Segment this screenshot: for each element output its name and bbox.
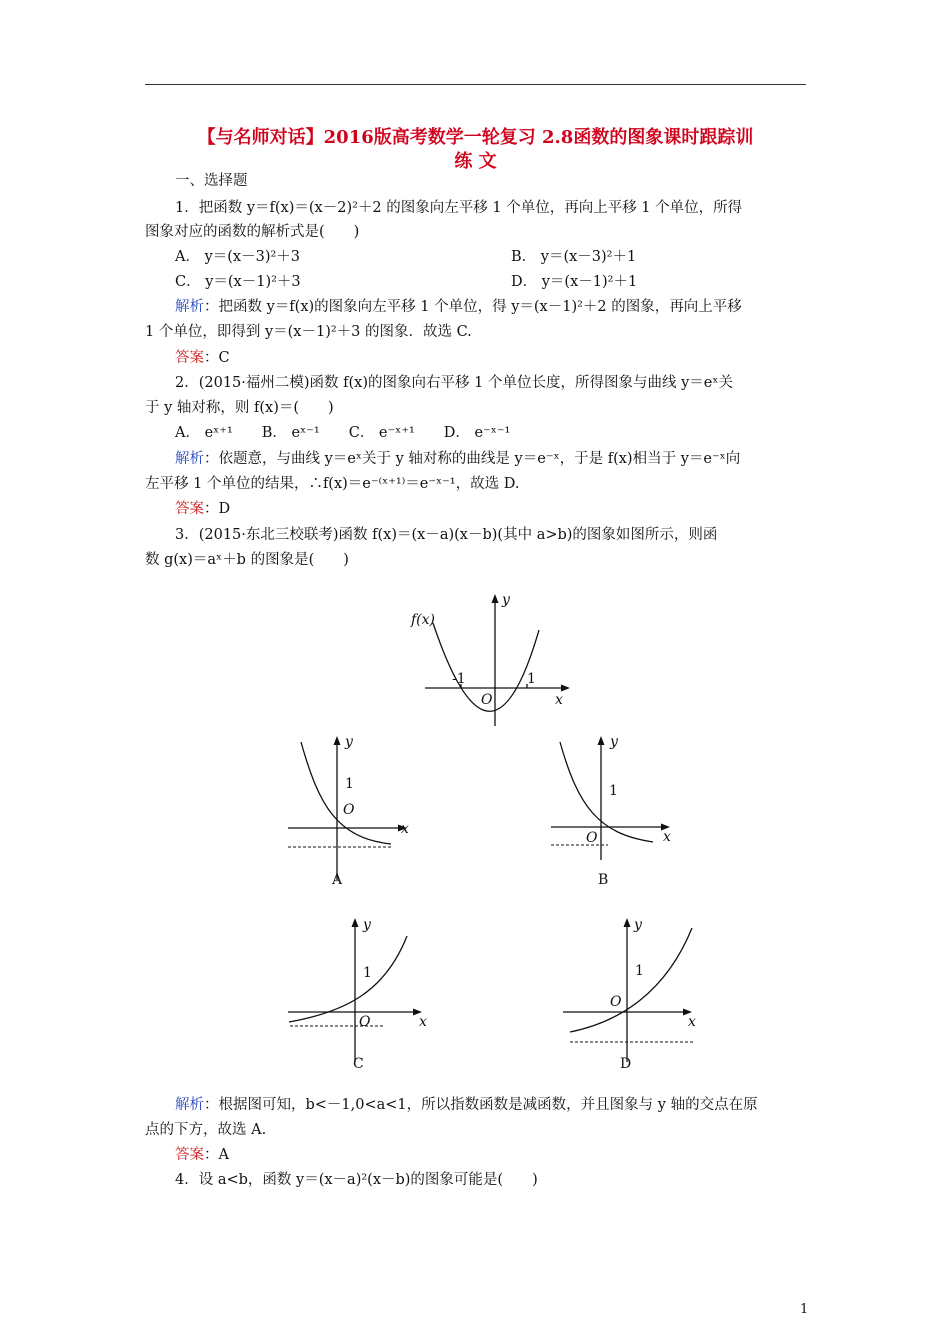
q2-analysis-line-2: 左平移 1 个单位的结果，∴f(x)＝e⁻⁽ˣ⁺¹⁾＝e⁻ˣ⁻¹，故选 D. [145,476,520,492]
c-caption: C [353,1056,364,1072]
a-y-arrow-icon [334,736,341,745]
page-number: 1 [800,1302,809,1317]
fx-x-label: x [555,692,563,708]
b-caption: B [598,872,609,888]
q3-figure-b [548,730,683,892]
c-x-label: x [419,1014,427,1030]
q3-stem-line-1: 3．(2015·东北三校联考)函数 f(x)＝(x－a)(x－b)(其中 a>b)的图象如图所示，则函 [175,527,718,543]
q1-answer-value: ：C [204,350,230,366]
q2-answer [145,498,836,520]
header-rule [145,84,806,85]
d-x-label: x [688,1014,696,1030]
fx-x-arrow-icon [561,685,570,692]
b-y-label: y [610,734,618,750]
q4-stem: 4．设 a<b，函数 y＝(x－a)²(x－b)的图象可能是( ) [175,1172,538,1188]
q2-answer-value: ：D [204,501,231,517]
b-y-arrow-icon [598,736,605,745]
section-heading: 一、选择题 [175,173,248,189]
q3-analysis-label: 解析 [175,1097,204,1113]
q3-answer-value: ：A [204,1147,229,1163]
q1-analysis-label: 解析 [175,299,204,315]
q3-stem-line-2: 数 g(x)＝aˣ＋b 的图象是( ) [145,552,349,568]
a-origin-label: O [343,802,355,818]
a-caption: A [332,872,343,888]
d-y-label: y [634,917,642,933]
q1-option-c: C． y＝(x－1)²＋3 [175,274,301,290]
c-one-label: 1 [363,965,372,981]
q3-figure-d [560,912,710,1074]
fx-y-label: y [502,592,510,608]
q2-analysis-text-1: ：依题意，与曲线 y＝eˣ关于 y 轴对称的曲线是 y＝e⁻ˣ，于是 f(x)相当于 y＝e⁻ˣ向 [204,451,741,467]
q2-analysis-label: 解析 [175,451,204,467]
q3-answer [145,1144,836,1166]
d-caption: D [620,1056,632,1072]
q2-answer-label: 答案 [175,501,204,517]
q1-analysis-text-1: ：把函数 y＝f(x)的图象向左平移 1 个单位，得 y＝(x－1)²＋2 的图象，再向上平移 [204,299,742,315]
d-y-arrow-icon [624,918,631,927]
c-origin-label: O [359,1014,371,1030]
q1-answer-label: 答案 [175,350,204,366]
q1-stem-line-2: 图象对应的函数的解析式是( ) [145,224,360,240]
fx-origin-label: O [481,692,493,708]
a-y-label: y [345,734,353,750]
q2-options: A． eˣ⁺¹ B． eˣ⁻¹ C． e⁻ˣ⁺¹ D． e⁻ˣ⁻¹ [175,425,511,441]
d-origin-label: O [610,994,622,1010]
q1-analysis-line-2: 1 个单位，即得到 y＝(x－1)²＋3 的图象．故选 C. [145,324,472,340]
q3-analysis-line-2: 点的下方，故选 A. [145,1122,267,1138]
q1-option-a: A． y＝(x－3)²＋3 [175,249,301,265]
q1-analysis-line-1 [145,296,836,318]
a-curve [301,742,391,844]
q1-answer [145,347,836,369]
c-y-arrow-icon [352,918,359,927]
q1-stem-line-1: 1．把函数 y＝f(x)＝(x－2)²＋2 的图象向左平移 1 个单位，再向上平移 1 个单位，所得 [175,200,743,216]
q1-option-d: D． y＝(x－1)²＋1 [511,274,638,290]
q2-stem-line-2: 于 y 轴对称，则 f(x)＝( ) [145,400,334,416]
q3-figure-c [285,912,435,1074]
b-x-label: x [663,829,671,845]
fx-neg1-label: -1 [452,671,466,687]
q3-analysis-line-1 [145,1094,836,1116]
d-curve [570,928,692,1032]
fx-one-label: 1 [527,671,536,687]
q3-analysis-text-1: ：根据图可知，b<－1,0<a<1，所以指数函数是减函数，并且图象与 y 轴的交点在原 [204,1097,758,1113]
q1-option-b: B． y＝(x－3)²＋1 [511,249,637,265]
title-line-1: 【与名师对话】2016版高考数学一轮复习 2.8函数的图象课时跟踪训 [197,127,754,148]
q3-figure-a [285,730,420,892]
a-one-label: 1 [345,776,354,792]
q3-answer-label: 答案 [175,1147,204,1163]
b-origin-label: O [586,830,598,846]
b-one-label: 1 [609,783,618,799]
fx-y-arrow-icon [492,594,499,603]
q3-figure-fx [405,588,580,738]
q2-analysis-line-1 [145,448,836,470]
c-curve [289,936,407,1022]
title-line-2: 练 文 [454,151,497,172]
d-one-label: 1 [635,963,644,979]
q2-stem-line-1: 2．(2015·福州二模)函数 f(x)的图象向右平移 1 个单位长度，所得图象与曲线 y＝eˣ关 [175,375,733,391]
c-y-label: y [363,917,371,933]
a-x-label: x [401,821,409,837]
document-title [145,126,806,174]
fx-function-label: f(x) [411,612,436,628]
